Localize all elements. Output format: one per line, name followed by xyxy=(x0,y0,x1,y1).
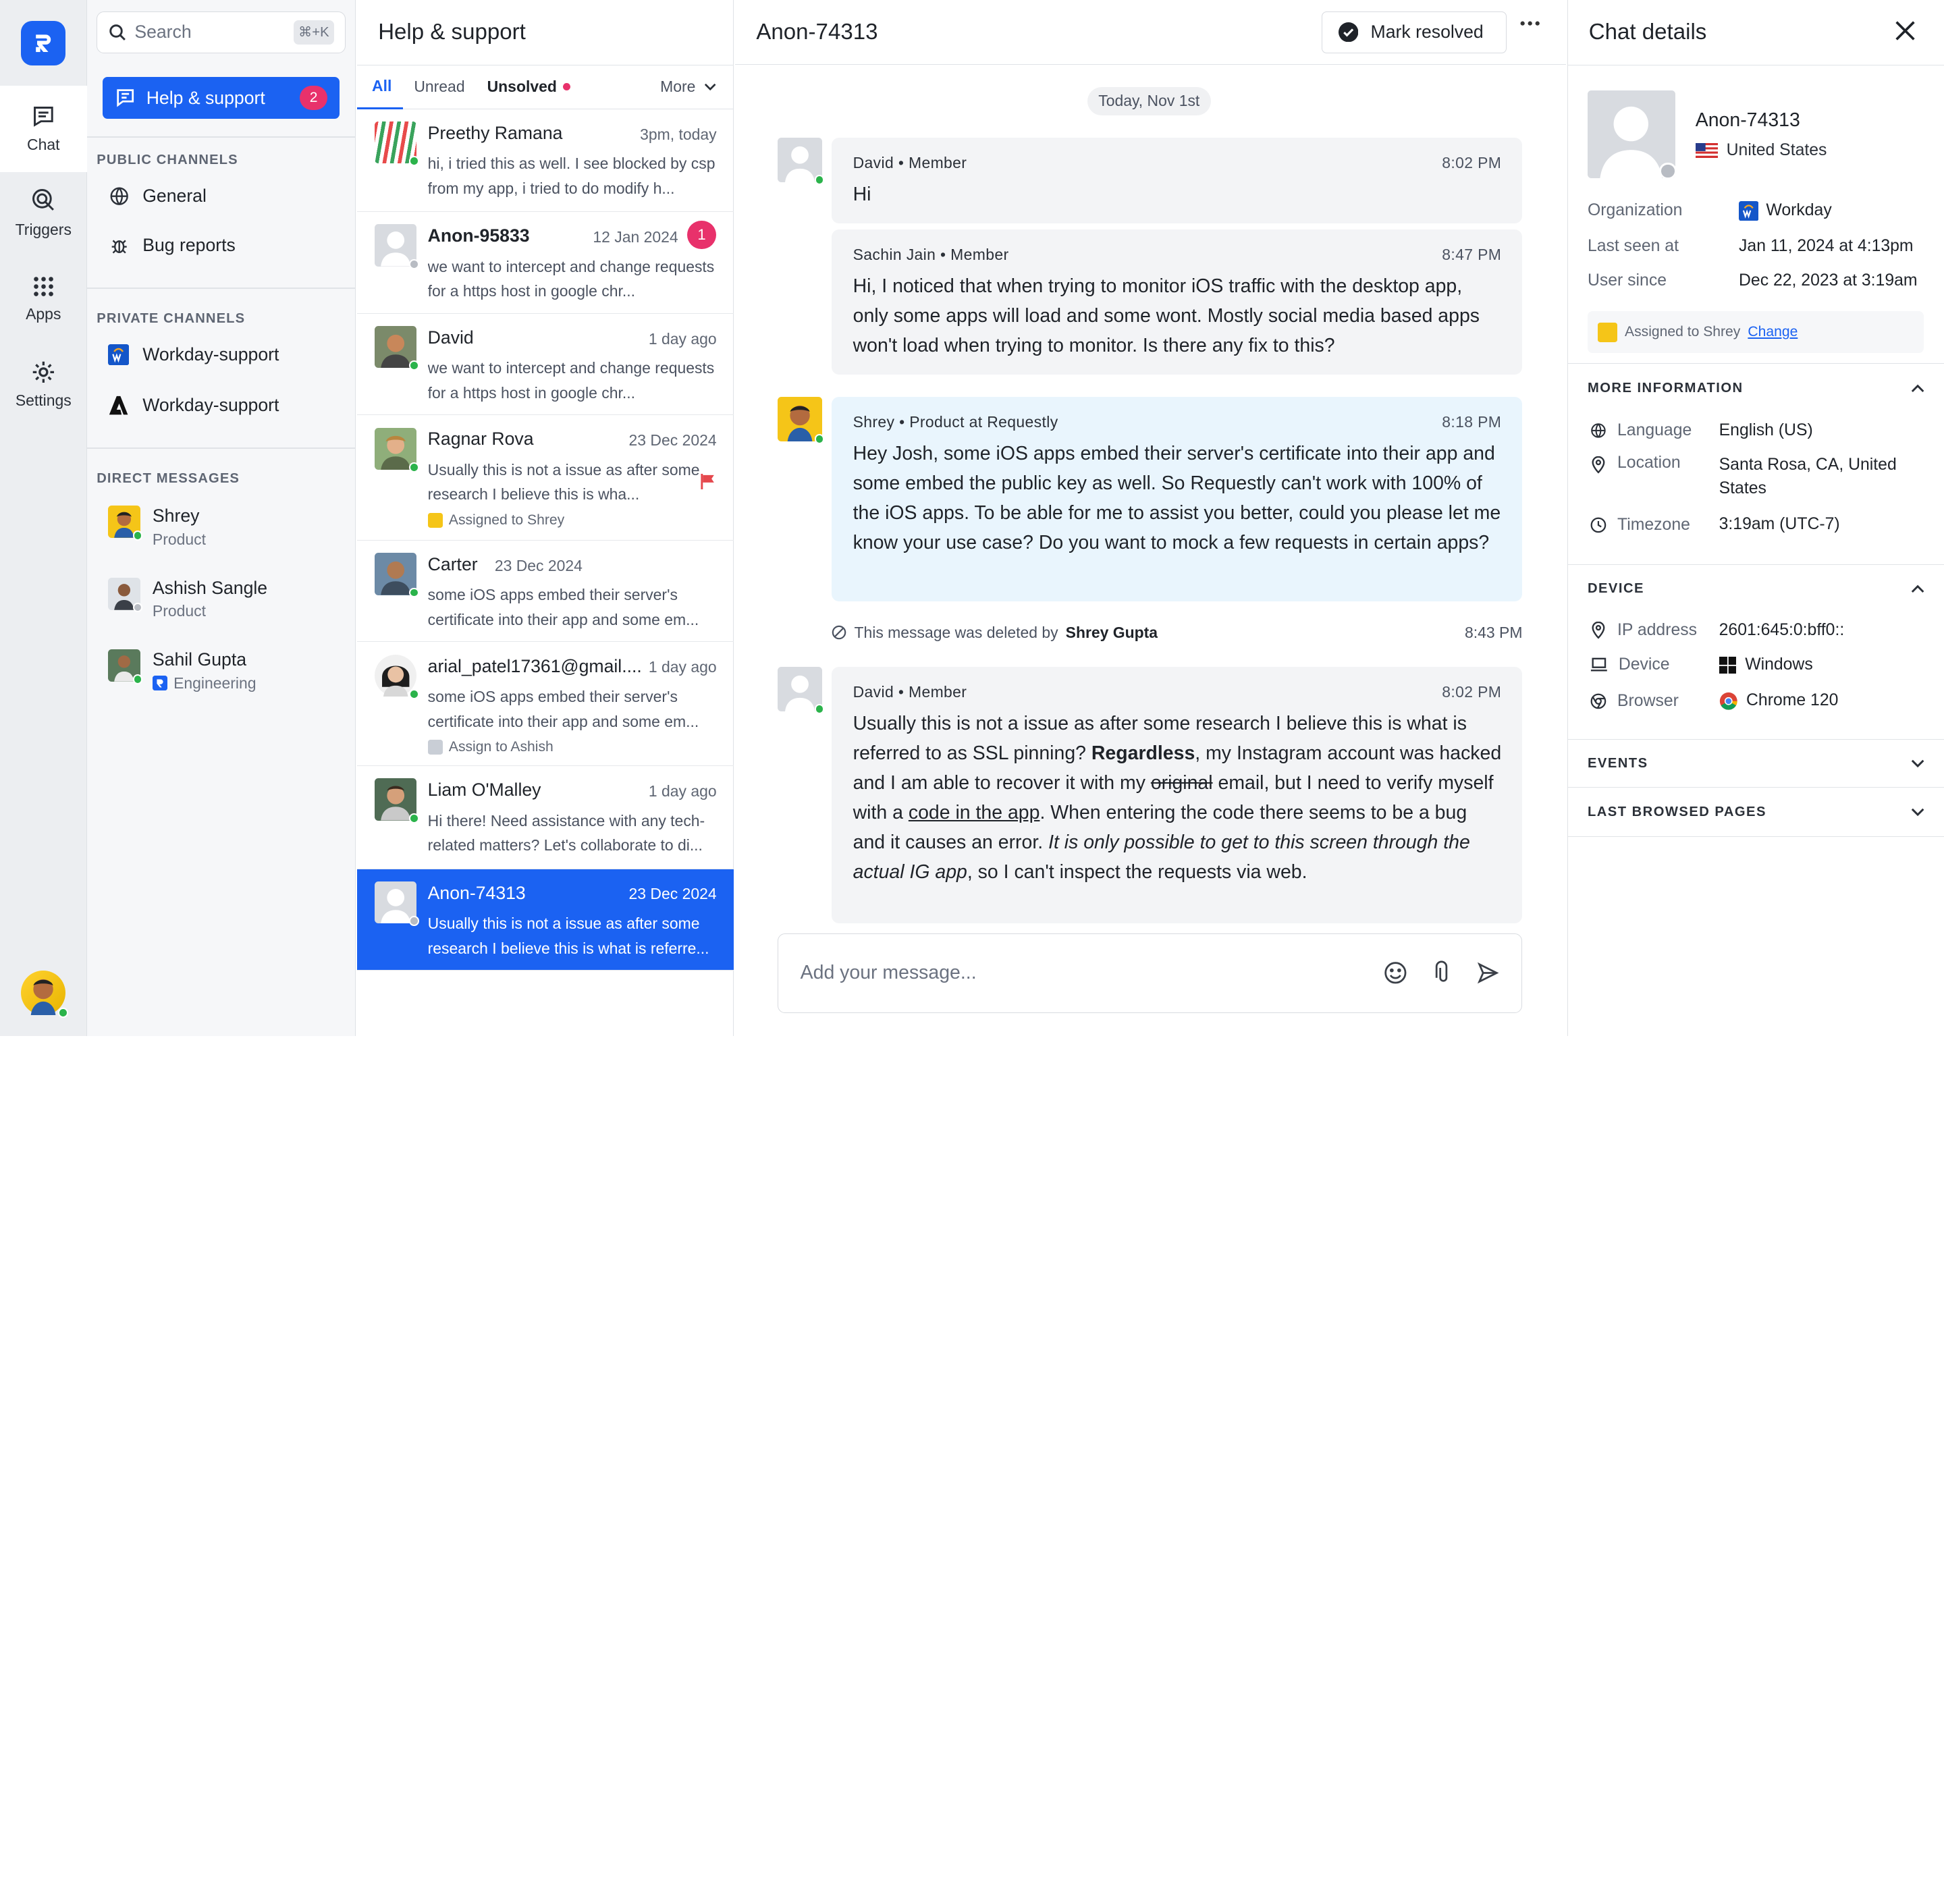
row-value: Chrome 120 xyxy=(1746,691,1839,710)
conversation-time: 12 Jan 2024 xyxy=(593,227,678,246)
message-text: Usually this is not a issue as after some research I believe this is what is referred to as SSL pinning? Regardless, my Instagram account was hacked and I am able to recover it with my original email, but I need to verify myself with a code in the app. When entering the code there seems to be a bug and it causes an error. It is only possible to get to this screen through the actual IG app, so I can't inspect the requests via web. xyxy=(853,713,1502,883)
assigned-text: Assigned to Shrey xyxy=(1625,324,1741,340)
dm-shrey[interactable] xyxy=(108,506,206,549)
divider xyxy=(87,136,356,138)
chevron-down-icon xyxy=(704,83,716,90)
row-label: Language xyxy=(1617,421,1692,440)
emoji-icon[interactable] xyxy=(1383,960,1408,985)
list-title: Help & support xyxy=(378,20,526,45)
row-value: Windows xyxy=(1745,655,1813,674)
conversation-time: 23 Dec 2024 xyxy=(628,431,717,450)
channel-general[interactable] xyxy=(109,175,207,217)
conversation-name: David xyxy=(427,327,474,348)
conversation-time: 1 day ago xyxy=(648,329,717,348)
block-icon xyxy=(832,625,846,640)
requestly-logo[interactable] xyxy=(21,21,65,65)
conversation-time: 1 day ago xyxy=(648,782,717,800)
channel-label: Workday-support xyxy=(142,395,279,416)
avatar xyxy=(375,326,416,368)
row-label: Organization xyxy=(1587,200,1683,219)
conversation-preview: hi, i tried this as well. I see blocked by csp from my app, i tried to do modify h... xyxy=(427,155,716,197)
assignment-text: Assigned to Shrey xyxy=(448,512,565,528)
conversation-item[interactable] xyxy=(357,642,734,766)
conversation-preview: we want to intercept and change requests for a https host in google chr... xyxy=(427,359,715,402)
message-time: 8:02 PM xyxy=(1442,683,1502,701)
section-title: LAST BROWSED PAGES xyxy=(1587,804,1766,819)
language-row xyxy=(1590,419,1925,443)
conversation-name: Ragnar Rova xyxy=(427,429,534,450)
anonymous-avatar xyxy=(778,138,822,182)
online-dot xyxy=(133,674,143,684)
row-value: Santa Rosa, CA, United States xyxy=(1719,456,1897,498)
chat-details-panel xyxy=(1567,0,1944,1036)
chat-icon xyxy=(31,104,56,129)
inline-link[interactable]: code in the app xyxy=(908,802,1040,824)
tab-unsolved-label: Unsolved xyxy=(487,78,557,96)
online-dot xyxy=(815,175,825,185)
message-time: 8:18 PM xyxy=(1442,412,1502,431)
online-dot xyxy=(409,462,419,472)
dm-role: Product xyxy=(152,530,206,548)
date-separator: Today, Nov 1st xyxy=(1087,87,1211,115)
assignment-label[interactable] xyxy=(428,512,565,528)
channel-sidebar xyxy=(87,0,356,1036)
globe-icon xyxy=(1590,423,1606,439)
conversation-name: Anon-95833 xyxy=(427,225,530,246)
row-label: User since xyxy=(1587,271,1667,290)
last-seen-row xyxy=(1588,237,1914,256)
conversation-item[interactable] xyxy=(357,109,734,212)
row-value: Dec 22, 2023 at 3:19am xyxy=(1739,271,1918,290)
message-author: David • Member xyxy=(853,153,967,171)
divider xyxy=(87,447,356,449)
section-more-information[interactable] xyxy=(1568,363,1944,412)
avatar xyxy=(108,649,140,682)
location-row xyxy=(1590,454,1925,501)
rail-apps-label: Apps xyxy=(26,304,61,323)
message-author: David • Member xyxy=(853,683,967,701)
avatar xyxy=(428,740,443,755)
deleted-message-notice xyxy=(832,624,1522,642)
rail-apps[interactable] xyxy=(0,275,87,323)
more-label: More xyxy=(660,78,696,96)
tab-unsolved[interactable] xyxy=(476,65,581,109)
row-label: Location xyxy=(1617,454,1681,472)
gear-icon xyxy=(31,360,56,385)
avatar xyxy=(375,428,416,470)
message-author: Shrey • Product at Requestly xyxy=(853,412,1058,431)
chat-title: Anon-74313 xyxy=(756,20,878,45)
nav-rail xyxy=(0,0,87,1036)
dm-name: Ashish Sangle xyxy=(152,577,268,598)
avatar xyxy=(428,513,443,528)
conversation-name: Preethy Ramana xyxy=(427,122,563,143)
location-pin-icon xyxy=(1590,456,1606,474)
dm-sahil-gupta[interactable] xyxy=(108,649,256,692)
adobe-logo-icon xyxy=(108,395,129,416)
apps-grid-icon xyxy=(32,275,55,298)
assignment-label[interactable] xyxy=(428,739,554,755)
close-icon[interactable] xyxy=(1894,20,1916,42)
row-label: Browser xyxy=(1617,691,1679,710)
rail-settings[interactable] xyxy=(0,360,87,410)
filter-tabs xyxy=(357,65,734,109)
row-label: Timezone xyxy=(1617,515,1690,534)
us-flag-icon xyxy=(1696,143,1718,158)
row-value: 3:19am (UTC-7) xyxy=(1719,515,1840,534)
dm-name: Sahil Gupta xyxy=(152,649,247,670)
avatar xyxy=(375,778,416,820)
direct-messages-heading: DIRECT MESSAGES xyxy=(97,470,240,486)
windows-logo-icon xyxy=(1719,657,1737,674)
conversation-preview: some iOS apps embed their server's certificate into their app and some em... xyxy=(427,586,699,628)
conversation-name: Carter xyxy=(427,554,478,574)
online-dot xyxy=(409,689,419,699)
rail-triggers[interactable] xyxy=(0,186,87,239)
device-row xyxy=(1590,653,1925,677)
online-dot xyxy=(58,1008,68,1018)
avatar xyxy=(108,506,140,538)
unread-count-badge: 2 xyxy=(300,86,327,111)
attachment-icon[interactable] xyxy=(1430,960,1455,985)
message-time: 8:02 PM xyxy=(1442,153,1502,171)
ip-row xyxy=(1590,619,1925,643)
conversation-preview: Usually this is not a issue as after some research I believe this is what is referre... xyxy=(427,914,709,957)
section-device[interactable] xyxy=(1568,564,1944,614)
unsolved-dot xyxy=(563,83,570,90)
send-icon[interactable] xyxy=(1477,962,1499,984)
assignment-text: Assign to Ashish xyxy=(448,738,554,755)
anonymous-avatar xyxy=(375,881,416,923)
check-circle-icon xyxy=(1339,22,1358,42)
mark-resolved-button[interactable] xyxy=(1322,11,1507,53)
chrome-logo-icon xyxy=(1719,692,1738,711)
help-support-label: Help & support xyxy=(146,87,265,108)
tab-unread[interactable]: Unread xyxy=(414,78,465,96)
private-channels-heading: PRIVATE CHANNELS xyxy=(97,311,246,326)
search-box[interactable] xyxy=(97,11,346,53)
anonymous-avatar xyxy=(778,667,822,711)
help-support-channel[interactable] xyxy=(103,77,340,119)
online-dot xyxy=(133,531,143,541)
laptop-icon xyxy=(1590,657,1608,672)
dm-name: Shrey xyxy=(152,506,200,526)
row-value: English (US) xyxy=(1719,420,1813,439)
change-assignee-link[interactable]: Change xyxy=(1748,324,1798,340)
help-channel-icon xyxy=(115,88,135,107)
conversation-name: Liam O'Malley xyxy=(427,780,541,800)
chevron-up-icon xyxy=(1911,584,1924,593)
conversation-time: 1 day ago xyxy=(648,658,717,676)
message-bubble xyxy=(832,138,1522,223)
tab-all[interactable]: All xyxy=(357,65,403,109)
section-events[interactable] xyxy=(1568,739,1944,788)
message-text: Hi, I noticed that when trying to monitor iOS traffic with the desktop app, only some apps will load and some wont. Mostly social media based apps won't load when trying to monitor. Is there any fix to this? xyxy=(853,275,1480,356)
conversation-name: arial_patel17361@gmail.... xyxy=(427,655,642,676)
message-bubble xyxy=(832,229,1522,375)
row-value: Workday xyxy=(1766,201,1832,220)
chevron-up-icon xyxy=(1911,384,1924,393)
conversation-preview: Hi there! Need assistance with any tech-related matters? Let's collaborate to di... xyxy=(427,811,705,854)
conversation-preview: we want to intercept and change requests for a https host in google chr... xyxy=(427,257,715,300)
avatar xyxy=(375,553,416,595)
workday-logo-icon xyxy=(1739,201,1758,221)
anonymous-avatar xyxy=(375,224,416,266)
channel-label: General xyxy=(142,185,207,206)
clock-icon xyxy=(1590,517,1606,533)
deleted-time: 8:43 PM xyxy=(1465,623,1523,641)
section-last-browsed-pages[interactable] xyxy=(1568,787,1944,836)
requestly-team-icon xyxy=(153,676,167,690)
channel-workday-support-2[interactable] xyxy=(108,384,279,426)
anonymous-avatar xyxy=(1588,90,1675,178)
browser-row xyxy=(1590,689,1925,713)
details-title: Chat details xyxy=(1588,20,1707,45)
triggers-icon xyxy=(30,186,57,213)
country-label: United States xyxy=(1726,141,1827,160)
conversation-time: 3pm, today xyxy=(640,125,717,143)
divider xyxy=(1568,65,1944,66)
conversation-item-selected[interactable] xyxy=(357,869,734,971)
message-composer[interactable] xyxy=(778,933,1523,1013)
more-dropdown[interactable] xyxy=(649,65,734,109)
organization-row xyxy=(1588,201,1832,221)
conversation-item[interactable] xyxy=(357,766,734,869)
bug-icon xyxy=(109,236,129,255)
conversation-time: 23 Dec 2024 xyxy=(494,556,583,574)
row-label: Last seen at xyxy=(1587,236,1679,255)
channel-label: Workday-support xyxy=(142,344,279,364)
row-value: 2601:645:0:bff0:: xyxy=(1719,620,1845,639)
conversation-list xyxy=(357,0,734,1036)
row-value: Jan 11, 2024 at 4:13pm xyxy=(1739,236,1914,255)
dm-role: Product xyxy=(152,602,206,620)
online-dot xyxy=(409,360,419,371)
mark-resolved-label: Mark resolved xyxy=(1370,22,1484,43)
public-channels-heading: PUBLIC CHANNELS xyxy=(97,152,238,167)
flag-icon[interactable] xyxy=(701,474,716,490)
rail-triggers-label: Triggers xyxy=(15,220,72,238)
more-options-icon[interactable] xyxy=(1520,21,1540,26)
conversation-name: Anon-74313 xyxy=(427,882,526,903)
chevron-down-icon xyxy=(1911,808,1924,817)
user-since-row xyxy=(1588,271,1918,290)
message-text: Hi xyxy=(853,183,871,205)
shortcut-hint: ⌘+K xyxy=(294,20,334,45)
conversation-item[interactable] xyxy=(357,415,734,541)
message-author: Sachin Jain • Member xyxy=(853,245,1009,263)
search-icon xyxy=(109,24,126,41)
message-bubble xyxy=(832,667,1522,923)
online-dot xyxy=(409,156,419,166)
conversation-item[interactable] xyxy=(357,212,734,314)
deleted-by: Shrey Gupta xyxy=(1065,623,1158,641)
conversation-preview: some iOS apps embed their server's certificate into their app and some em... xyxy=(427,687,699,730)
chat-header xyxy=(735,0,1566,65)
divider xyxy=(87,288,356,289)
rail-chat-label: Chat xyxy=(27,136,60,154)
offline-dot xyxy=(409,916,419,926)
composer-placeholder: Add your message... xyxy=(800,962,977,984)
browser-icon xyxy=(1590,693,1606,709)
avatar xyxy=(108,578,140,610)
rail-chat[interactable] xyxy=(0,86,87,173)
offline-dot xyxy=(409,259,419,269)
channel-workday-support[interactable] xyxy=(108,333,279,375)
message-text: Hey Josh, some iOS apps embed their server's certificate into their app and some embed the public key as well. So Requestly can't work with 100% of the iOS apps. To be able for me to assist you better, could you please let me know your use case? Do you want to mock a few requests in certain apps? xyxy=(853,442,1501,553)
avatar xyxy=(1598,323,1617,342)
user-country xyxy=(1696,141,1827,160)
rail-settings-label: Settings xyxy=(15,391,72,410)
chevron-down-icon xyxy=(1911,759,1924,768)
section-title: EVENTS xyxy=(1587,756,1648,771)
dm-role: Engineering xyxy=(173,674,256,692)
avatar xyxy=(375,655,416,697)
chat-panel xyxy=(735,0,1566,1036)
online-dot xyxy=(815,704,825,714)
workday-logo-icon xyxy=(108,344,129,365)
timezone-row xyxy=(1590,513,1925,537)
conversation-item[interactable] xyxy=(357,541,734,643)
unread-badge: 1 xyxy=(687,221,716,249)
section-title: MORE INFORMATION xyxy=(1587,380,1744,396)
section-title: DEVICE xyxy=(1587,581,1644,597)
offline-dot xyxy=(133,603,143,613)
channel-label: Bug reports xyxy=(142,235,236,256)
dm-ashish-sangle[interactable] xyxy=(108,578,267,621)
conversation-time: 23 Dec 2024 xyxy=(628,885,717,903)
location-pin-icon xyxy=(1590,622,1606,639)
avatar xyxy=(375,121,416,163)
row-label: IP address xyxy=(1617,620,1698,639)
message-time: 8:47 PM xyxy=(1442,245,1502,263)
message-bubble-agent xyxy=(832,397,1522,601)
online-dot xyxy=(815,434,825,444)
search-placeholder: Search xyxy=(134,22,192,43)
user-avatar[interactable] xyxy=(21,971,65,1015)
channel-bug-reports[interactable] xyxy=(109,224,236,266)
deleted-text: This message was deleted by xyxy=(854,623,1058,641)
avatar xyxy=(778,397,822,441)
conversation-item[interactable] xyxy=(357,314,734,416)
online-dot xyxy=(409,813,419,823)
assignment-box xyxy=(1588,311,1924,353)
conversation-preview: Usually this is not a issue as after some research I believe this is wha... xyxy=(427,460,700,504)
user-name: Anon-74313 xyxy=(1695,109,1800,131)
row-label: Device xyxy=(1618,655,1670,674)
online-dot xyxy=(409,588,419,598)
globe-icon xyxy=(109,186,129,206)
